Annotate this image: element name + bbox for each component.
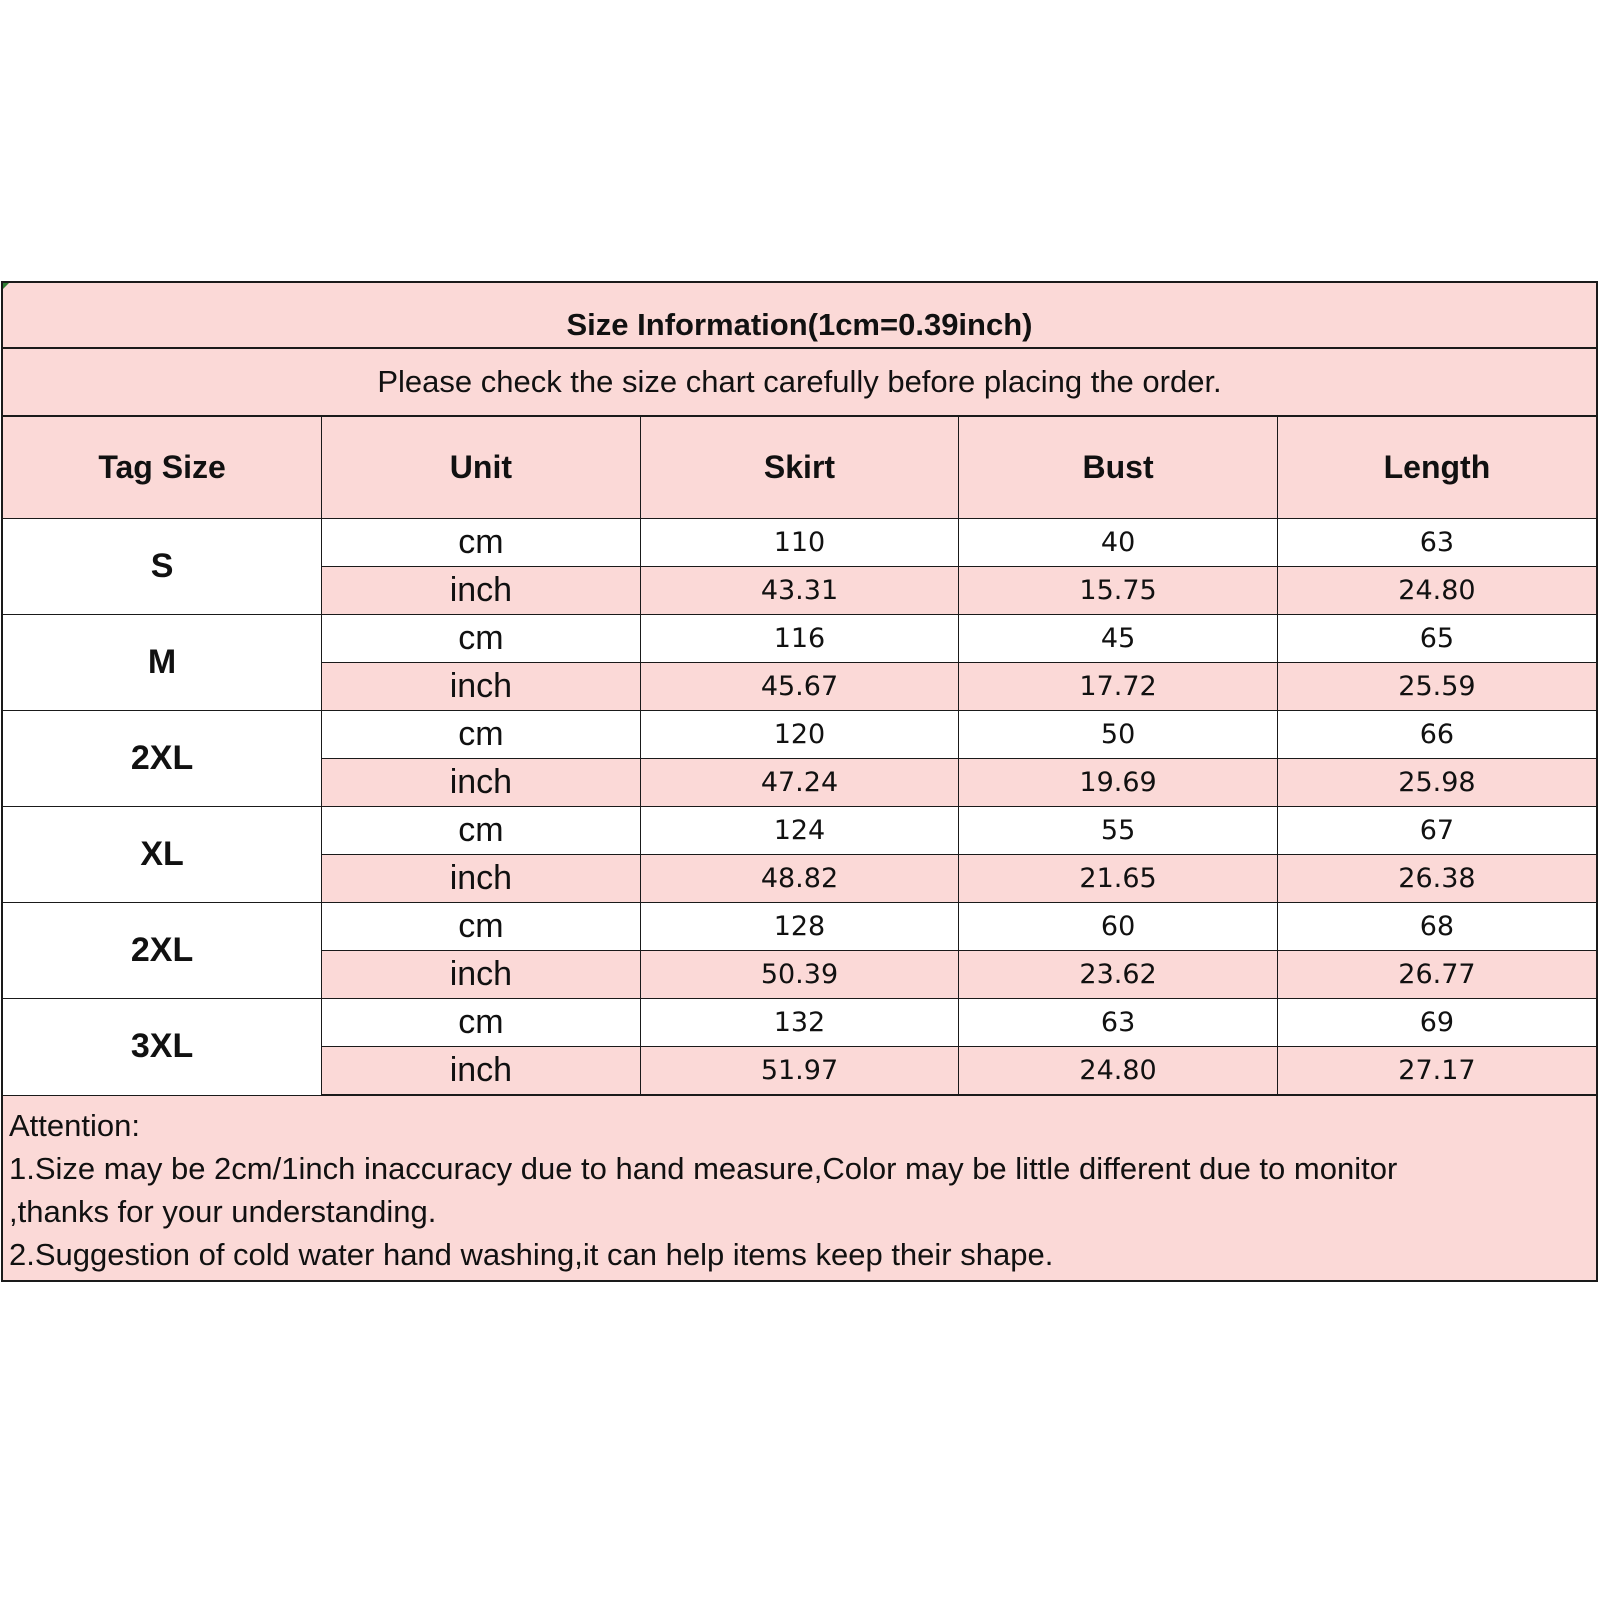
- note-line-1-continued: ,thanks for your understanding.: [9, 1194, 437, 1229]
- tag-size-cell: M: [3, 615, 322, 711]
- length-cell: 25.59: [1277, 663, 1596, 711]
- bust-cell: 45: [959, 615, 1278, 663]
- length-cell: 68: [1277, 903, 1596, 951]
- bust-cell: 40: [959, 519, 1278, 567]
- length-cell: 69: [1277, 999, 1596, 1047]
- bust-cell: 63: [959, 999, 1278, 1047]
- skirt-cell: 110: [640, 519, 959, 567]
- bust-cell: 55: [959, 807, 1278, 855]
- bust-cell: 24.80: [959, 1047, 1278, 1096]
- header-length: Length: [1277, 417, 1596, 519]
- chart-title: Size Information(1cm=0.39inch): [3, 283, 1596, 349]
- length-cell: 67: [1277, 807, 1596, 855]
- unit-cell: inch: [322, 567, 641, 615]
- skirt-cell: 51.97: [640, 1047, 959, 1096]
- table-row: [3, 807, 1596, 855]
- length-cell: 26.77: [1277, 951, 1596, 999]
- length-cell: 63: [1277, 519, 1596, 567]
- unit-cell: cm: [322, 615, 641, 663]
- skirt-cell: 50.39: [640, 951, 959, 999]
- bust-cell: 19.69: [959, 759, 1278, 807]
- bust-cell: 50: [959, 711, 1278, 759]
- header-bust: Bust: [959, 417, 1278, 519]
- note-line-1: 1.Size may be 2cm/1inch inaccuracy due to hand measure,Color may be little different due to monitor: [9, 1151, 1398, 1186]
- bust-cell: 17.72: [959, 663, 1278, 711]
- unit-cell: cm: [322, 999, 641, 1047]
- skirt-cell: 45.67: [640, 663, 959, 711]
- size-table: [3, 417, 1596, 1096]
- tag-size-cell: 2XL: [3, 711, 322, 807]
- bust-cell: 23.62: [959, 951, 1278, 999]
- table-row: [3, 903, 1596, 951]
- length-cell: 65: [1277, 615, 1596, 663]
- tag-size-cell: 3XL: [3, 999, 322, 1096]
- size-chart: [1, 281, 1598, 1282]
- bust-cell: 15.75: [959, 567, 1278, 615]
- note-line-2: 2.Suggestion of cold water hand washing,it can help items keep their shape.: [9, 1237, 1054, 1272]
- tag-size-cell: S: [3, 519, 322, 615]
- unit-cell: cm: [322, 711, 641, 759]
- skirt-cell: 48.82: [640, 855, 959, 903]
- length-cell: 24.80: [1277, 567, 1596, 615]
- unit-cell: inch: [322, 759, 641, 807]
- length-cell: 25.98: [1277, 759, 1596, 807]
- header-unit: Unit: [322, 417, 641, 519]
- length-cell: 66: [1277, 711, 1596, 759]
- skirt-cell: 43.31: [640, 567, 959, 615]
- header-row: [3, 417, 1596, 519]
- table-row: [3, 615, 1596, 663]
- bust-cell: 21.65: [959, 855, 1278, 903]
- skirt-cell: 128: [640, 903, 959, 951]
- skirt-cell: 132: [640, 999, 959, 1047]
- length-cell: 27.17: [1277, 1047, 1596, 1096]
- table-row: [3, 711, 1596, 759]
- header-skirt: Skirt: [640, 417, 959, 519]
- tag-size-cell: XL: [3, 807, 322, 903]
- unit-cell: inch: [322, 663, 641, 711]
- tag-size-cell: 2XL: [3, 903, 322, 999]
- unit-cell: cm: [322, 519, 641, 567]
- unit-cell: inch: [322, 1047, 641, 1096]
- unit-cell: cm: [322, 903, 641, 951]
- table-row: [3, 519, 1596, 567]
- chart-subtitle: Please check the size chart carefully before placing the order.: [3, 349, 1596, 417]
- bust-cell: 60: [959, 903, 1278, 951]
- skirt-cell: 47.24: [640, 759, 959, 807]
- unit-cell: cm: [322, 807, 641, 855]
- skirt-cell: 116: [640, 615, 959, 663]
- header-tag-size: Tag Size: [3, 417, 322, 519]
- length-cell: 26.38: [1277, 855, 1596, 903]
- table-row: [3, 999, 1596, 1047]
- notes-heading: Attention:: [9, 1108, 140, 1143]
- corner-marker: [3, 283, 9, 289]
- unit-cell: inch: [322, 855, 641, 903]
- skirt-cell: 124: [640, 807, 959, 855]
- skirt-cell: 120: [640, 711, 959, 759]
- attention-notes: [3, 1096, 1596, 1280]
- unit-cell: inch: [322, 951, 641, 999]
